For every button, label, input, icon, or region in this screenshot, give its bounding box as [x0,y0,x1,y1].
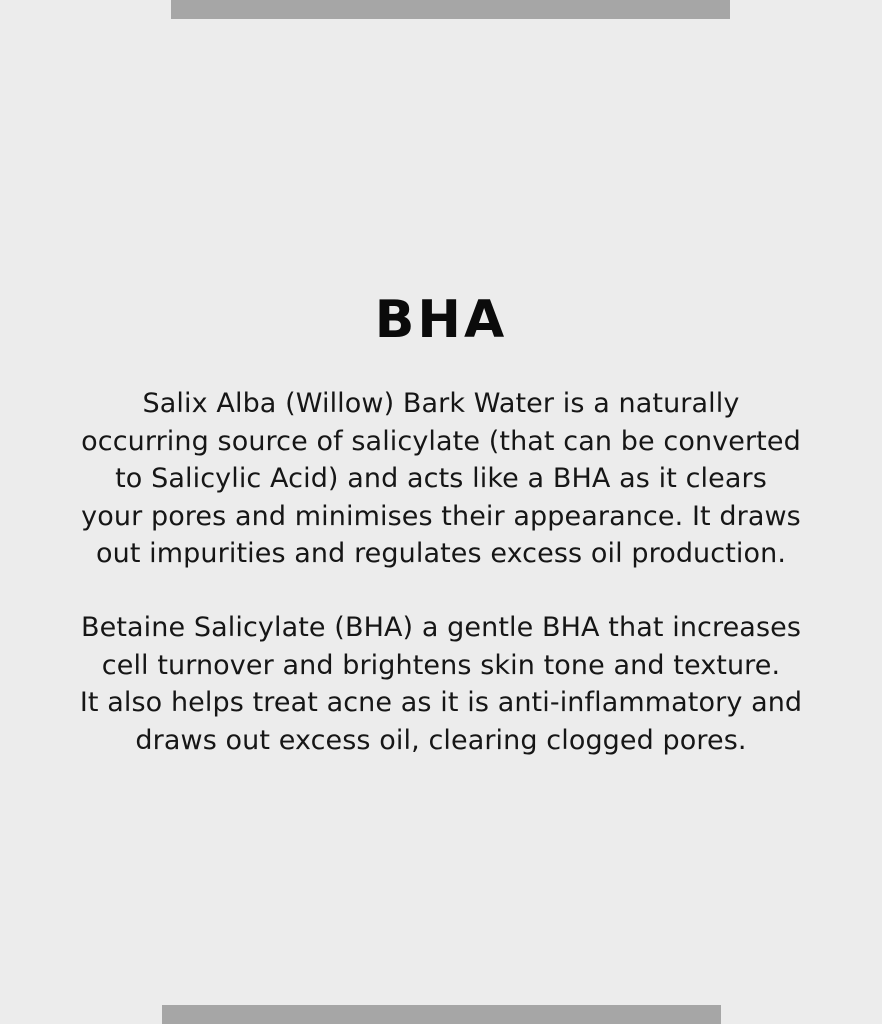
betaine-salicylate-paragraph [40,609,842,759]
paragraph-line: occurring source of salicylate (that can be converted [81,425,801,457]
paragraph-line: cell turnover and brightens skin tone and texture. [101,649,781,681]
paragraph-line: out impurities and regulates excess oil production. [95,538,787,569]
paragraph-line: Salix Alba (Willow) Bark Water is a naturally [142,388,740,419]
paragraph-line: to Salicylic Acid) and acts like a BHA as it clears [115,463,767,494]
paragraph-line: draws out excess oil, clearing clogged pores. [135,724,747,756]
bottom-decorative-bar [162,1005,721,1024]
paragraph-line: your pores and minimises their appearance. It draws [81,500,801,532]
salix-alba-paragraph [40,385,842,573]
paragraph-line: Betaine Salicylate (BHA) a gentle BHA that increases [81,612,801,643]
page-title: BHA [374,289,508,350]
top-decorative-bar [171,0,730,19]
paragraph-line: It also helps treat acne as it is anti-inflammatory and [79,687,803,718]
